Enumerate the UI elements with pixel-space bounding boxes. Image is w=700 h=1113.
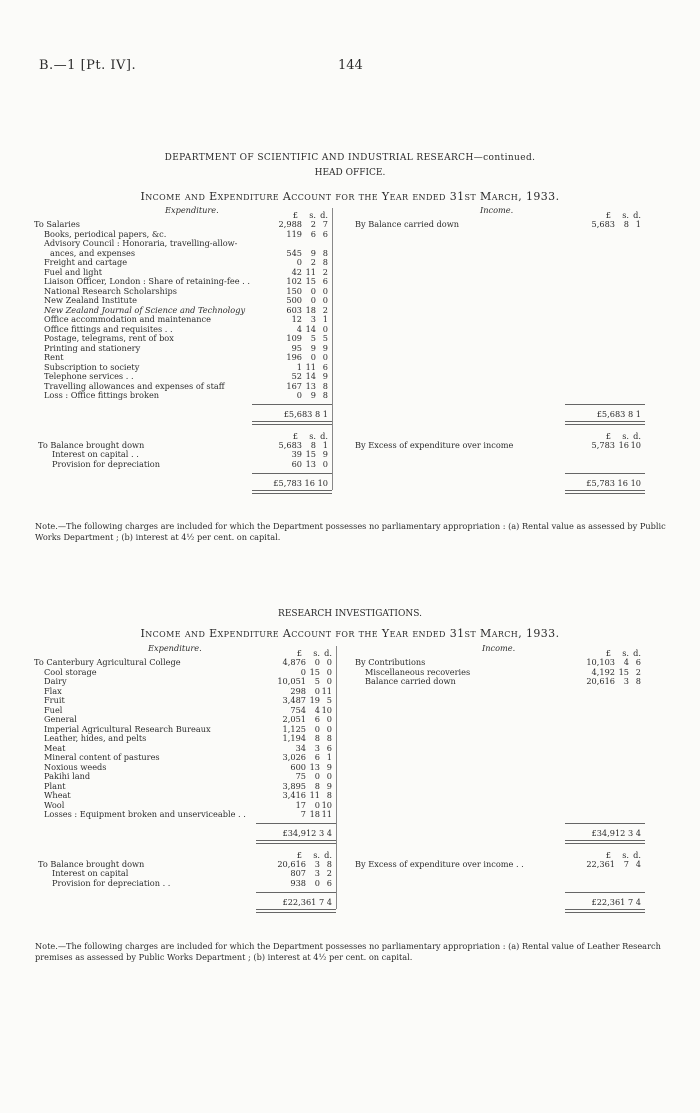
head_office-expenditure-amount-shillings: 0: [310, 285, 316, 296]
research-expenditure-amount-shillings: 18: [309, 809, 320, 819]
head_office-carried-income-label: By Excess of expenditure over income: [355, 439, 514, 450]
research-carried-expenditure-amount-pounds: 938: [290, 877, 306, 888]
head_office-pence-sign: d.: [633, 430, 641, 441]
research-expenditure-label: Fruit: [44, 695, 65, 705]
research-income-label: Balance carried down: [365, 676, 456, 686]
research-income-label: By Contributions: [355, 657, 426, 667]
research-total-left: £34,912 3 4: [282, 827, 332, 838]
research-expenditure-label: Mineral content of pastures: [44, 752, 160, 762]
head_office-expenditure-label: Fuel and light: [44, 266, 103, 277]
head_office-expenditure-amount-pence: 0: [322, 285, 328, 296]
head_office-expenditure-amount-pence: 2: [322, 266, 328, 277]
head_office-expenditure-amount-shillings: 9: [310, 247, 316, 258]
head_office-expenditure-amount-pence: 2: [322, 304, 328, 315]
research-expenditure-amount-pence: 0: [326, 666, 332, 677]
research-expenditure-label: Plant: [44, 780, 66, 791]
head_office-expenditure-amount-shillings: 2: [310, 219, 316, 229]
head_office-income-amount-pence: 1: [635, 219, 641, 229]
head_office-expenditure-label: Liaison Officer, London : Share of retaining-fee . .: [44, 276, 250, 286]
research-expenditure-amount-shillings: 19: [309, 695, 320, 705]
research-shilling-sign: s.: [622, 648, 629, 658]
research-expenditure-amount-pence: 10: [321, 799, 332, 810]
research-expenditure-amount-shillings: 8: [314, 733, 320, 743]
research-expenditure-label: Flax: [44, 685, 62, 696]
research-shilling-sign: s.: [313, 849, 320, 860]
research-expenditure-amount-shillings: 0: [314, 685, 320, 696]
head_office-shilling-sign: s.: [622, 210, 629, 220]
head_office-double-rule-right: [565, 421, 645, 425]
head_office-pound-sign: £: [605, 210, 611, 220]
head_office-double-rule-left: [252, 421, 332, 425]
research-pence-sign: d.: [633, 648, 641, 658]
head_office-expenditure-label: New Zealand Institute: [44, 295, 137, 305]
research-expenditure-amount-pence: 8: [326, 733, 332, 743]
head_office-expenditure-amount-pounds: 109: [286, 333, 302, 343]
research-expenditure-label: Noxious weeds: [44, 761, 107, 772]
research-carried-income-amount-pence: 4: [635, 858, 641, 869]
research-expenditure-amount-pence: 6: [326, 742, 332, 753]
head_office-column-divider: [332, 208, 333, 490]
research-expenditure-amount-pounds: 0: [300, 666, 306, 677]
research-shilling-sign: s.: [313, 648, 320, 658]
research-carried-expenditure-amount-pounds: 20,616: [277, 858, 306, 869]
research-carried-expenditure-label: To Balance brought down: [38, 858, 145, 869]
research-expenditure-amount-pence: 9: [326, 780, 332, 791]
research-carried-income-label: By Excess of expenditure over income . .: [355, 858, 524, 869]
head_office-carried-expenditure-amount-pence: 9: [322, 449, 328, 459]
head-office-note: Note.—The following charges are included for which the Department possesses no parliamentary appropriation : (a) Rental value as assessed by Public Works Department ; (b) interest at 4½ per cent. on capital.: [35, 521, 666, 542]
head_office-carried-expenditure-label: Provision for depreciation: [52, 458, 160, 469]
research-carried-expenditure-amount-shillings: 3: [314, 858, 320, 869]
research-expenditure-amount-shillings: 6: [314, 714, 320, 724]
research-expenditure-heading: Expenditure.: [148, 643, 202, 653]
research-income-label: Miscellaneous recoveries: [365, 666, 471, 677]
research-second-total-left: £22,361 7 4: [282, 897, 332, 907]
research-income-amount-shillings: 4: [623, 657, 629, 667]
research-second-rule-right: [565, 892, 645, 893]
research-expenditure-amount-pounds: 7: [300, 809, 306, 819]
head_office-carried-expenditure-amount-shillings: 8: [310, 439, 316, 450]
head_office-carried-expenditure-label: Interest on capital . .: [52, 449, 139, 459]
head_office-expenditure-label: Rent: [44, 352, 64, 362]
head_office-expenditure-amount-shillings: 3: [310, 314, 316, 324]
research-total-rule-right: [565, 823, 645, 824]
head_office-expenditure-label: Advisory Council : Honoraria, travelling-allow-: [44, 238, 238, 248]
head_office-expenditure-amount-pence: 6: [322, 228, 328, 239]
head_office-pence-sign: d.: [633, 210, 641, 220]
research-pound-sign: £: [296, 648, 302, 658]
research-expenditure-label: Cool storage: [44, 666, 97, 677]
research-expenditure-amount-shillings: 3: [314, 742, 320, 753]
head_office-carried-income-amount-shillings: 16: [618, 439, 629, 450]
research-expenditure-amount-pounds: 2,051: [282, 714, 306, 724]
head_office-expenditure-label: Printing and stationery: [44, 342, 141, 353]
research-expenditure-amount-shillings: 0: [314, 771, 320, 781]
head_office-expenditure-label: Office accommodation and maintenance: [44, 314, 211, 324]
research-expenditure-label: Imperial Agricultural Research Bureaux: [44, 723, 211, 734]
head_office-total-right: £5,683 8 1: [596, 408, 641, 419]
research-expenditure-amount-shillings: 0: [314, 799, 320, 810]
research-expenditure-amount-pence: 11: [321, 809, 332, 819]
research-double-rule-right: [565, 840, 645, 844]
research-account-title: Income and Expenditure Account for the Year ended 31st March, 1933.: [140, 627, 560, 640]
research-shilling-sign: s.: [622, 849, 629, 860]
head_office-expenditure-label: ances, and expenses: [50, 247, 136, 258]
head_office-expenditure-amount-pounds: 500: [286, 295, 302, 305]
research-expenditure-amount-pence: 0: [326, 714, 332, 724]
research-carried-expenditure-label: Interest on capital: [52, 868, 129, 878]
head_office-expenditure-amount-pence: 8: [322, 247, 328, 258]
research-expenditure-amount-pounds: 754: [290, 704, 306, 715]
head_office-total-rule-left: [252, 404, 332, 405]
head_office-carried-income-amount-pounds: 5,783: [591, 439, 615, 450]
head_office-carried-expenditure-amount-pence: 1: [322, 439, 328, 450]
research-expenditure-amount-pence: 8: [326, 790, 332, 800]
research-income-amount-shillings: 15: [618, 666, 629, 677]
head_office-expenditure-amount-shillings: 14: [305, 323, 316, 334]
head_office-expenditure-amount-shillings: 11: [305, 361, 316, 372]
research-pence-sign: d.: [324, 648, 332, 658]
research-expenditure-amount-pounds: 1,194: [282, 733, 306, 743]
head_office-expenditure-label: Books, periodical papers, &c.: [44, 228, 167, 239]
head_office-expenditure-label: Postage, telegrams, rent of box: [44, 333, 174, 343]
research-pence-sign: d.: [324, 849, 332, 860]
head_office-expenditure-amount-pence: 6: [322, 361, 328, 372]
research-expenditure-label: Losses : Equipment broken and unserviceable . .: [44, 809, 246, 819]
department-title: DEPARTMENT OF SCIENTIFIC AND INDUSTRIAL RESEARCH—continued.: [164, 153, 536, 163]
research-carried-expenditure-amount-pence: 8: [326, 858, 332, 869]
head_office-expenditure-amount-shillings: 5: [310, 333, 316, 343]
head_office-expenditure-label: Loss : Office fittings broken: [44, 390, 160, 400]
research-expenditure-label: Pakihi land: [44, 771, 91, 781]
research-income-amount-pence: 6: [635, 657, 641, 667]
head_office-expenditure-amount-pence: 8: [322, 390, 328, 400]
head_office-expenditure-label: Telephone services . .: [44, 371, 134, 381]
head_office-expenditure-amount-pounds: 0: [296, 257, 302, 267]
head_office-carried-expenditure-amount-pounds: 60: [291, 458, 302, 469]
research-expenditure-amount-pounds: 34: [295, 742, 306, 753]
head_office-shilling-sign: s.: [309, 430, 316, 441]
research-carried-expenditure-label: Provision for depreciation . .: [52, 877, 171, 888]
research-expenditure-amount-pence: 0: [326, 657, 332, 667]
head_office-carried-expenditure-amount-pounds: 39: [291, 449, 302, 459]
head_office-expenditure-amount-shillings: 15: [305, 276, 316, 286]
research-expenditure-amount-pounds: 3,895: [282, 780, 306, 791]
head_office-shilling-sign: s.: [309, 210, 316, 220]
research-carried-expenditure-amount-pence: 2: [326, 868, 332, 878]
research-expenditure-amount-pence: 0: [326, 771, 332, 781]
research-expenditure-amount-pence: 0: [326, 676, 332, 686]
research-expenditure-label: General: [44, 714, 77, 724]
research-carried-expenditure-amount-shillings: 3: [314, 868, 320, 878]
head_office-expenditure-amount-shillings: 2: [310, 257, 316, 267]
research-carried-expenditure-amount-pence: 6: [326, 877, 332, 888]
research-expenditure-amount-pence: 5: [326, 695, 332, 705]
head_office-expenditure-amount-pounds: 4: [296, 323, 302, 334]
research-expenditure-amount-shillings: 13: [309, 761, 320, 772]
head-office-income-heading: Income.: [480, 205, 514, 215]
head_office-expenditure-label: Office fittings and requisites . .: [44, 323, 173, 334]
head_office-expenditure-amount-shillings: 18: [305, 304, 316, 315]
head_office-total-left: £5,683 8 1: [283, 408, 328, 419]
research-expenditure-amount-pence: 9: [326, 761, 332, 772]
research-expenditure-label: Meat: [44, 742, 66, 753]
head_office-expenditure-amount-pence: 9: [322, 371, 328, 381]
research-carried-income-amount-shillings: 7: [623, 858, 629, 869]
head_office-carried-income-amount-pence: 10: [630, 439, 641, 450]
research-expenditure-amount-shillings: 11: [309, 790, 320, 800]
head_office-expenditure-amount-pounds: 42: [291, 266, 302, 277]
head_office-expenditure-label: Freight and cartage: [44, 257, 128, 267]
research-expenditure-amount-shillings: 0: [314, 723, 320, 734]
head_office-expenditure-amount-pounds: 603: [286, 304, 302, 315]
head_office-expenditure-amount-shillings: 14: [305, 371, 316, 381]
head_office-pound-sign: £: [292, 210, 298, 220]
research-expenditure-amount-pence: 10: [321, 704, 332, 715]
head_office-expenditure-amount-pence: 8: [322, 257, 328, 267]
research-expenditure-amount-pence: 0: [326, 723, 332, 734]
head_office-second-double-rule-left: [252, 490, 332, 494]
head_office-expenditure-amount-shillings: 11: [305, 266, 316, 277]
research-expenditure-amount-pounds: 10,051: [277, 676, 306, 686]
research-expenditure-amount-pounds: 298: [290, 685, 306, 696]
research-expenditure-amount-pounds: 17: [295, 799, 306, 810]
head_office-expenditure-label: New Zealand Journal of Science and Technology: [44, 304, 246, 315]
head-office-title: HEAD OFFICE.: [314, 168, 386, 178]
research-expenditure-amount-pounds: 3,026: [282, 752, 306, 762]
research-second-double-rule-right: [565, 909, 645, 913]
head_office-expenditure-amount-pounds: 12: [291, 314, 302, 324]
head_office-carried-expenditure-label: To Balance brought down: [38, 439, 145, 450]
head_office-carried-expenditure-amount-shillings: 15: [305, 449, 316, 459]
head_office-expenditure-label: Subscription to society: [44, 361, 140, 372]
research-expenditure-amount-pence: 11: [321, 685, 332, 696]
page-number: 144: [338, 58, 363, 73]
head_office-total-rule-right: [565, 404, 645, 405]
research-pound-sign: £: [296, 849, 302, 860]
research-income-amount-pounds: 10,103: [586, 657, 615, 667]
research-expenditure-label: Wheat: [44, 790, 71, 800]
head-office-account-title: Income and Expenditure Account for the Year ended 31st March, 1933.: [140, 190, 560, 203]
research-expenditure-amount-shillings: 0: [314, 657, 320, 667]
head_office-expenditure-amount-pence: 0: [322, 323, 328, 334]
head_office-second-rule-left: [252, 473, 332, 474]
head_office-expenditure-amount-pounds: 52: [291, 371, 302, 381]
head_office-expenditure-amount-shillings: 13: [305, 380, 316, 391]
head_office-expenditure-amount-shillings: 6: [310, 228, 316, 239]
research-second-total-right: £22,361 7 4: [591, 897, 641, 907]
research-column-divider: [336, 646, 337, 909]
head_office-second-rule-right: [565, 473, 645, 474]
research-carried-income-amount-pounds: 22,361: [586, 858, 615, 869]
head_office-shilling-sign: s.: [622, 430, 629, 441]
head_office-carried-expenditure-amount-pounds: 5,683: [278, 439, 302, 450]
head_office-pound-sign: £: [605, 430, 611, 441]
research-income-amount-pounds: 4,192: [591, 666, 615, 677]
research-title: RESEARCH INVESTIGATIONS.: [278, 609, 422, 619]
research-expenditure-amount-shillings: 4: [314, 704, 320, 715]
head_office-pence-sign: d.: [320, 210, 328, 220]
research-expenditure-amount-pounds: 1,125: [282, 723, 306, 734]
head_office-expenditure-amount-pence: 1: [322, 314, 328, 324]
head_office-expenditure-amount-pounds: 2,988: [278, 219, 302, 229]
research-note: Note.—The following charges are included for which the Department possesses no parliamentary appropriation : (a) Rental value of Leather Research premises as assessed by Public Works Department ; (b) interest at 4½ per cent. on capital.: [35, 941, 661, 962]
head_office-carried-expenditure-amount-shillings: 13: [305, 458, 316, 469]
research-pound-sign: £: [605, 849, 611, 860]
research-expenditure-label: Dairy: [44, 676, 67, 686]
research-income-amount-pounds: 20,616: [586, 676, 615, 686]
head_office-expenditure-amount-shillings: 9: [310, 390, 316, 400]
head_office-expenditure-amount-pounds: 150: [286, 285, 302, 296]
research-second-double-rule-left: [256, 909, 336, 913]
head_office-expenditure-amount-pounds: 196: [286, 352, 302, 362]
head_office-expenditure-amount-pence: 7: [322, 219, 328, 229]
research-expenditure-amount-pence: 1: [326, 752, 332, 762]
head_office-expenditure-amount-pence: 9: [322, 342, 328, 353]
head_office-expenditure-label: National Research Scholarships: [44, 285, 177, 296]
head_office-expenditure-label: Travelling allowances and expenses of staff: [44, 380, 225, 391]
research-expenditure-label: Leather, hides, and pelts: [44, 733, 147, 743]
research-total-rule-left: [256, 823, 336, 824]
head_office-income-label: By Balance carried down: [355, 219, 460, 229]
research-income-heading: Income.: [482, 643, 516, 653]
head_office-carried-expenditure-amount-pence: 0: [322, 458, 328, 469]
head_office-expenditure-amount-pounds: 545: [286, 247, 302, 258]
head-office-expenditure-heading: Expenditure.: [165, 205, 219, 215]
research-expenditure-label: To Canterbury Agricultural College: [34, 657, 181, 667]
page-header-reference: B.—1 [Pt. IV].: [39, 58, 137, 73]
head_office-expenditure-amount-pence: 0: [322, 295, 328, 305]
research-expenditure-amount-shillings: 6: [314, 752, 320, 762]
research-expenditure-amount-shillings: 5: [314, 676, 320, 686]
head_office-expenditure-label: To Salaries: [34, 219, 80, 229]
research-total-right: £34,912 3 4: [591, 827, 641, 838]
research-expenditure-label: Wool: [44, 799, 65, 810]
research-expenditure-label: Fuel: [44, 704, 63, 715]
head_office-expenditure-amount-shillings: 0: [310, 352, 316, 362]
head_office-expenditure-amount-pounds: 119: [286, 228, 302, 239]
head_office-income-amount-pounds: 5,683: [591, 219, 615, 229]
research-double-rule-left: [256, 840, 336, 844]
research-pound-sign: £: [605, 648, 611, 658]
research-expenditure-amount-shillings: 8: [314, 780, 320, 791]
head_office-expenditure-amount-pounds: 1: [296, 361, 302, 372]
head_office-expenditure-amount-pounds: 0: [296, 390, 302, 400]
head_office-expenditure-amount-pounds: 167: [286, 380, 302, 391]
head_office-expenditure-amount-pounds: 102: [286, 276, 302, 286]
research-expenditure-amount-pounds: 3,487: [282, 695, 306, 705]
head_office-expenditure-amount-shillings: 0: [310, 295, 316, 305]
head_office-second-total-left: £5,783 16 10: [273, 478, 328, 488]
research-pence-sign: d.: [633, 849, 641, 860]
research-carried-expenditure-amount-shillings: 0: [314, 877, 320, 888]
head_office-pound-sign: £: [292, 430, 298, 441]
head_office-expenditure-amount-pence: 6: [322, 276, 328, 286]
head_office-expenditure-amount-pence: 5: [322, 333, 328, 343]
research-second-rule-left: [256, 892, 336, 893]
research-income-amount-pence: 8: [635, 676, 641, 686]
research-expenditure-amount-pounds: 4,876: [282, 657, 306, 667]
research-expenditure-amount-pounds: 3,416: [282, 790, 306, 800]
research-expenditure-amount-shillings: 15: [309, 666, 320, 677]
head_office-expenditure-amount-pounds: 95: [291, 342, 302, 353]
head_office-expenditure-amount-shillings: 9: [310, 342, 316, 353]
head_office-expenditure-amount-pence: 8: [322, 380, 328, 391]
head_office-pence-sign: d.: [320, 430, 328, 441]
head_office-second-double-rule-right: [565, 490, 645, 494]
research-carried-expenditure-amount-pounds: 807: [290, 868, 306, 878]
research-income-amount-pence: 2: [635, 666, 641, 677]
research-income-amount-shillings: 3: [623, 676, 629, 686]
research-expenditure-amount-pounds: 600: [290, 761, 306, 772]
research-expenditure-amount-pounds: 75: [295, 771, 306, 781]
head_office-second-total-right: £5,783 16 10: [586, 478, 641, 488]
head_office-income-amount-shillings: 8: [623, 219, 629, 229]
head_office-expenditure-amount-pence: 0: [322, 352, 328, 362]
